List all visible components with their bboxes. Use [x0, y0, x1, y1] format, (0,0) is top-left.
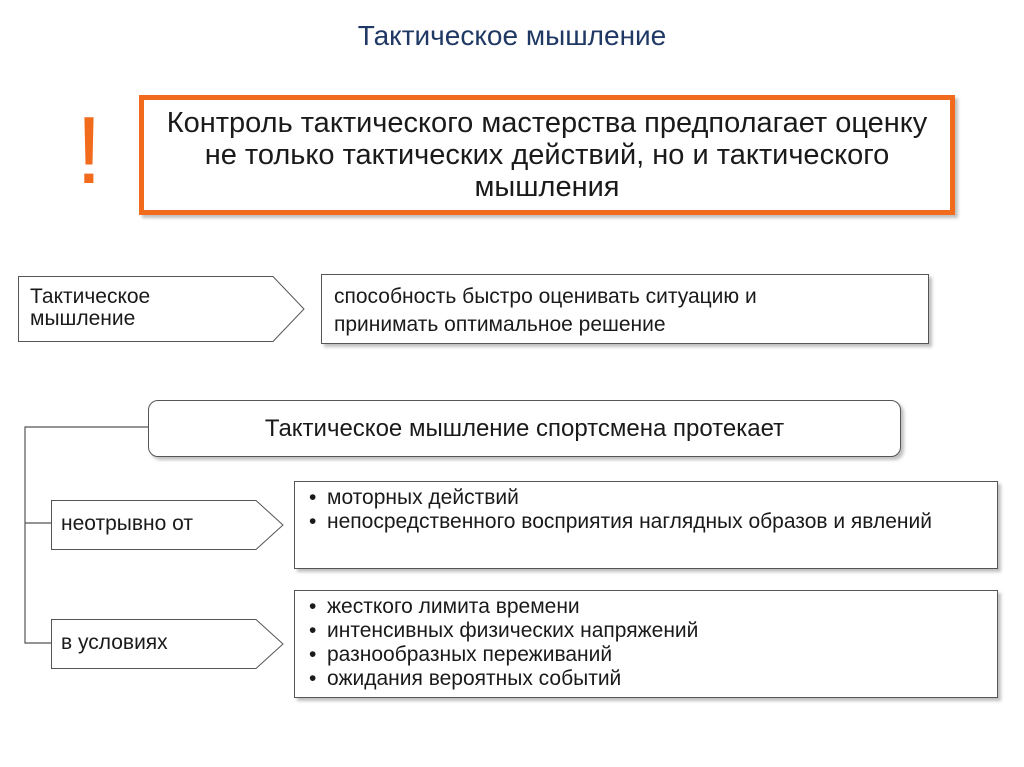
branch-pentagon-1 — [51, 500, 287, 550]
term-line-1: Тактическое — [30, 285, 151, 308]
list-item: • моторных действий — [305, 486, 987, 510]
list-item: • интенсивных физических напряжений — [305, 619, 987, 643]
definition-line-2: принимать оптимальное решение — [334, 313, 666, 336]
callout-text: Контроль тактического мастерства предполагает оценку не только тактических действий, но и тактического мышления — [166, 107, 928, 203]
process-title-box — [148, 400, 901, 457]
list-item: • непосредственного восприятия наглядных образов и явлений — [305, 510, 987, 534]
branch-list-1 — [294, 481, 998, 569]
list-item: • разнообразных переживаний — [305, 643, 987, 667]
exclamation-mark: ! — [75, 97, 103, 204]
process-title: Тактическое мышление спортсмена протекает — [264, 414, 785, 442]
list-item: • жесткого лимита времени — [305, 595, 987, 619]
branch-list-2 — [294, 590, 998, 698]
term-line-2: мышление — [30, 307, 136, 330]
list-item: • ожидания вероятных событий — [305, 667, 987, 691]
branch-label-1: неотрывно от — [61, 512, 193, 535]
definition-line-1: способность быстро оценивать ситуацию и — [334, 285, 757, 308]
branch-label-2: в условиях — [61, 631, 168, 654]
branch-pentagon-2 — [51, 619, 287, 669]
slide-title: Тактическое мышление — [357, 20, 667, 51]
